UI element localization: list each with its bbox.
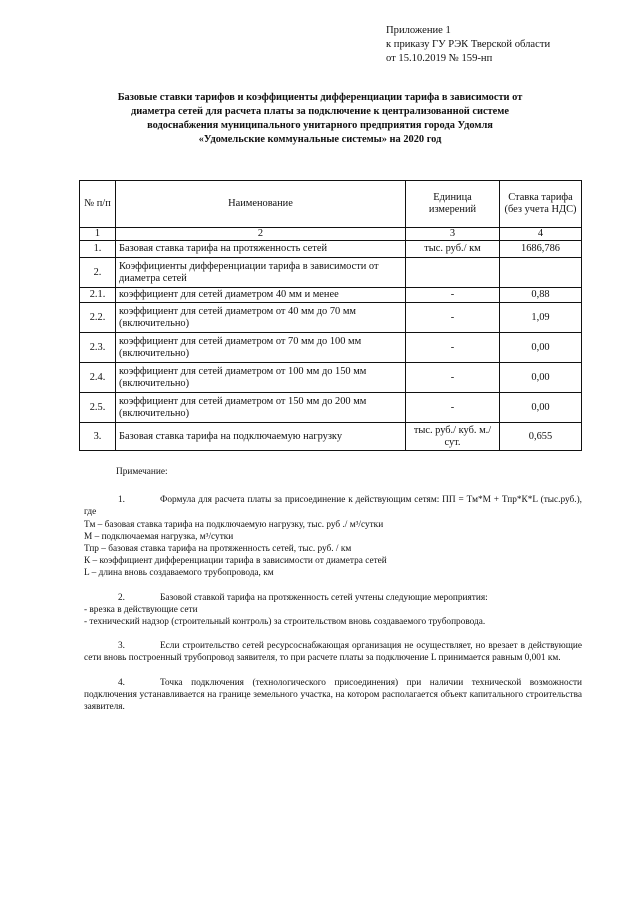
header-name: Наименование bbox=[116, 181, 406, 228]
row-num: 2.5. bbox=[80, 393, 116, 423]
note-line: - технический надзор (строительный контроль) за строительством вновь создаваемого трубопровода. bbox=[84, 617, 486, 628]
header-rate: Ставка тарифа (без учета НДС) bbox=[500, 181, 582, 228]
note-line: L – длина вновь создаваемого трубопровода, км bbox=[84, 568, 274, 579]
row-unit: - bbox=[406, 303, 500, 333]
note-line: Тпр – базовая ставка тарифа на протяженность сетей, тыс. руб. / км bbox=[84, 544, 352, 555]
note-text: Формула для расчета платы за присоединение к действующим сетям: ПП = Тм*М + Тпр*К*L (тыс.руб.), где bbox=[84, 495, 582, 518]
table-row bbox=[80, 241, 582, 258]
row-name: коэффициент для сетей диаметром от 100 мм до 150 мм (включительно) bbox=[116, 363, 406, 393]
note-line: Тм – базовая ставка тарифа на подключаемую нагрузку, тыс. руб ./ м³/сутки bbox=[84, 519, 384, 530]
row-name: коэффициент для сетей диаметром от 70 мм до 100 мм (включительно) bbox=[116, 333, 406, 363]
row-unit: тыс. руб./ куб. м./сут. bbox=[406, 423, 500, 451]
row-name: Коэффициенты дифференциации тарифа в зависимости от диаметра сетей bbox=[116, 258, 406, 288]
table-row bbox=[80, 288, 582, 303]
title-line: Базовые ставки тарифов и коэффициенты дифференциации тарифа в зависимости от bbox=[117, 92, 523, 103]
col-number: 3 bbox=[406, 228, 500, 241]
note-2 bbox=[84, 592, 582, 604]
row-value: 0,00 bbox=[500, 393, 582, 423]
row-num: 3. bbox=[80, 423, 116, 451]
col-number: 1 bbox=[80, 228, 116, 241]
note-number: 1. bbox=[118, 495, 125, 506]
table-row bbox=[80, 303, 582, 333]
title-line: водоснабжения муниципального унитарного предприятия города Удомля bbox=[147, 120, 493, 131]
note-text: Базовой ставкой тарифа на протяженность сетей учтены следующие мероприятия: bbox=[160, 592, 488, 603]
notes-heading: Примечание: bbox=[116, 467, 168, 477]
title-line: диаметра сетей для расчета платы за подключение к централизованной системе bbox=[131, 106, 509, 117]
row-value: 0,655 bbox=[500, 423, 582, 451]
appendix-block bbox=[386, 24, 550, 66]
table-header-row bbox=[80, 181, 582, 228]
row-name: коэффициент для сетей диаметром от 40 мм до 70 мм (включительно) bbox=[116, 303, 406, 333]
row-unit: - bbox=[406, 288, 500, 303]
document-title bbox=[70, 91, 570, 147]
row-name: коэффициент для сетей диаметром от 150 мм до 200 мм (включительно) bbox=[116, 393, 406, 423]
title-line: «Удомельские коммунальные системы» на 2020 год bbox=[198, 134, 442, 145]
note-line: М – подключаемая нагрузка, м³/сутки bbox=[84, 531, 234, 542]
row-value: 0,00 bbox=[500, 333, 582, 363]
note-number: 3. bbox=[118, 641, 125, 652]
note-1 bbox=[84, 494, 582, 518]
note-text: Если строительство сетей ресурсоснабжающая организация не осуществляет, но врезает в действующие сети вновь построенный трубопровод заявителя, то при расчете платы за подключение L принимается равным 0,001 км. bbox=[84, 641, 582, 664]
row-num: 2.4. bbox=[80, 363, 116, 393]
row-name: Базовая ставка тарифа на подключаемую нагрузку bbox=[116, 423, 406, 451]
row-unit bbox=[406, 258, 500, 288]
appendix-line: Приложение 1 bbox=[386, 25, 451, 36]
appendix-line: от 15.10.2019 № 159-нп bbox=[386, 53, 493, 64]
table-row bbox=[80, 363, 582, 393]
col-number: 2 bbox=[116, 228, 406, 241]
table-row bbox=[80, 258, 582, 288]
row-num: 2.1. bbox=[80, 288, 116, 303]
header-unit: Единица измерений bbox=[406, 181, 500, 228]
row-num: 1. bbox=[80, 241, 116, 258]
row-unit: - bbox=[406, 333, 500, 363]
table-row bbox=[80, 423, 582, 451]
note-4 bbox=[84, 677, 582, 714]
header-num: № п/п bbox=[80, 181, 116, 228]
row-num: 2.3. bbox=[80, 333, 116, 363]
row-unit: - bbox=[406, 363, 500, 393]
row-value: 1,09 bbox=[500, 303, 582, 333]
note-3 bbox=[84, 640, 582, 664]
row-name: коэффициент для сетей диаметром 40 мм и менее bbox=[116, 288, 406, 303]
row-value: 1686,786 bbox=[500, 241, 582, 258]
note-text: Точка подключения (технологического присоединения) при наличии технической возможности подключения устанавливается на границе земельного участка, на котором располагается объект капитального строительства заявителя. bbox=[84, 677, 582, 713]
row-num: 2.2. bbox=[80, 303, 116, 333]
note-number: 4. bbox=[118, 677, 125, 688]
table-row bbox=[80, 393, 582, 423]
row-value: 0,88 bbox=[500, 288, 582, 303]
note-line: К – коэффициент дифференциации тарифа в зависимости от диаметра сетей bbox=[84, 556, 387, 567]
appendix-line: к приказу ГУ РЭК Тверской области bbox=[386, 39, 551, 50]
row-unit: тыс. руб./ км bbox=[406, 241, 500, 258]
column-number-row bbox=[80, 228, 582, 241]
row-num: 2. bbox=[80, 258, 116, 288]
row-unit: - bbox=[406, 393, 500, 423]
tariff-table bbox=[79, 180, 582, 451]
row-value bbox=[500, 258, 582, 288]
row-name: Базовая ставка тарифа на протяженность сетей bbox=[116, 241, 406, 258]
row-value: 0,00 bbox=[500, 363, 582, 393]
notes-section bbox=[84, 466, 582, 713]
col-number: 4 bbox=[500, 228, 582, 241]
table-row bbox=[80, 333, 582, 363]
note-number: 2. bbox=[118, 592, 125, 603]
note-line: - врезка в действующие сети bbox=[84, 604, 198, 615]
